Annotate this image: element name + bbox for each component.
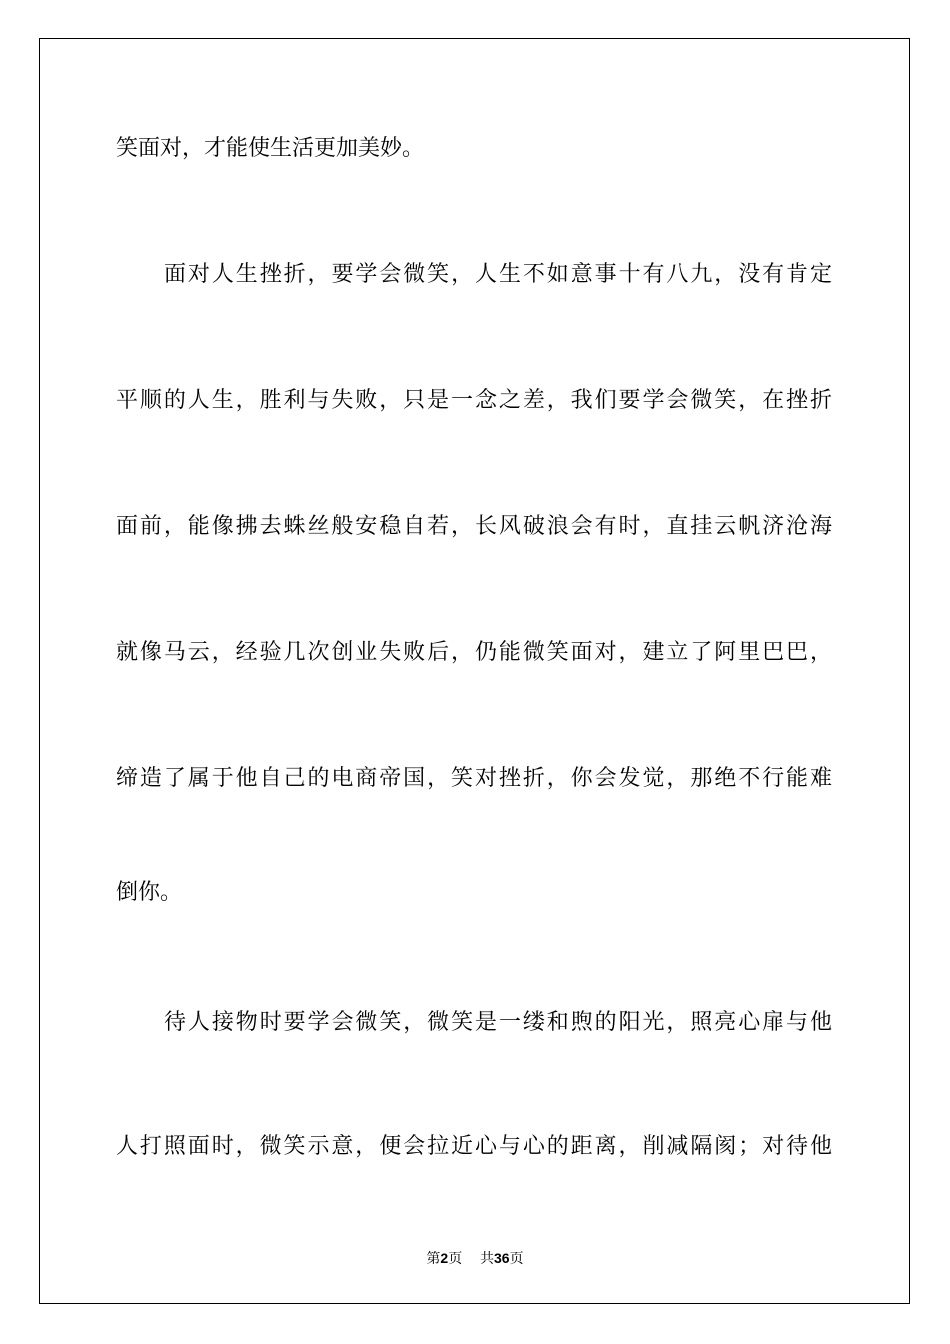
total-prefix: 共 (480, 1251, 495, 1267)
page-footer (0, 1248, 950, 1268)
text-line: 缔造了属于他自己的电商帝国，笑对挫折，你会发觉，那绝不行能难 (116, 766, 832, 791)
page-border (39, 38, 910, 1304)
total-pages: 36 (494, 1250, 510, 1266)
page-suffix: 页 (448, 1251, 463, 1267)
text-line: 就像马云，经验几次创业失败后，仍能微笑面对，建立了阿里巴巴， (116, 640, 832, 665)
text-line: 笑面对，才能使生活更加美妙。 (116, 136, 425, 161)
total-suffix: 页 (509, 1251, 524, 1267)
page-prefix: 第 (426, 1251, 441, 1267)
text-line: 人打照面时，微笑示意，便会拉近心与心的距离，削减隔阂；对待他 (116, 1134, 832, 1159)
text-line: 平顺的人生，胜利与失败，只是一念之差，我们要学会微笑，在挫折 (116, 388, 832, 413)
text-line: 面前，能像拂去蛛丝般安稳自若，长风破浪会有时，直挂云帆济沧海 (116, 514, 832, 539)
text-line: 倒你。 (116, 880, 183, 905)
page-number: 2 (440, 1250, 449, 1266)
text-line: 待人接物时要学会微笑，微笑是一缕和煦的阳光，照亮心扉与他 (164, 1010, 832, 1035)
text-line: 面对人生挫折，要学会微笑，人生不如意事十有八九，没有肯定 (164, 262, 832, 287)
